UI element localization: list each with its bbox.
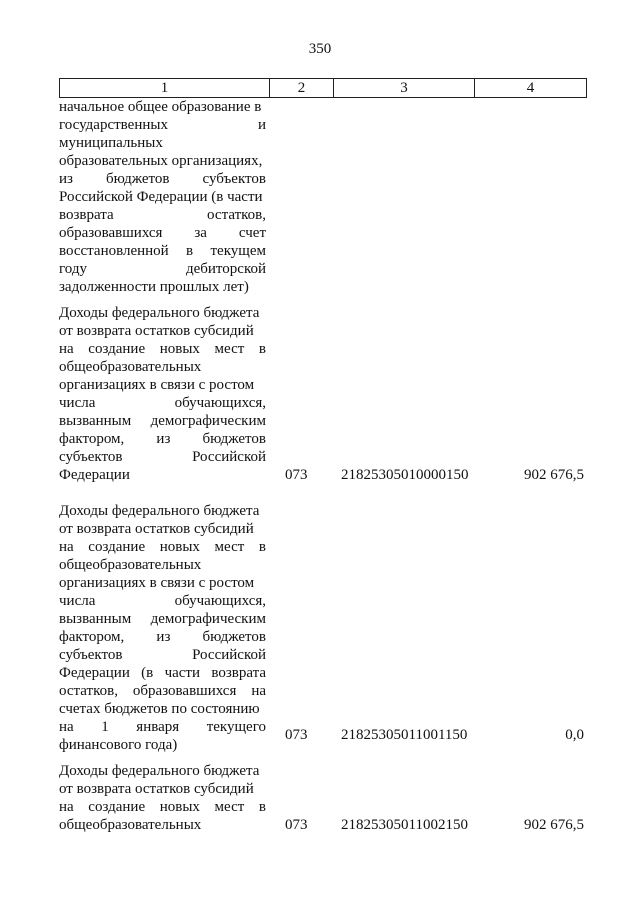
description-line: организациях в связи с ростом [59, 377, 255, 393]
row-description [59, 304, 266, 484]
admin-code: 073 [285, 727, 308, 743]
description-line: задолженности прошлых лет) [59, 279, 249, 295]
description-line: году дебиторской [59, 261, 266, 277]
description-line: финансового года) [59, 737, 178, 753]
description-line: вызванным демографическим [59, 611, 266, 627]
budget-classification-code: 21825305011002150 [341, 817, 468, 833]
description-line: от возврата остатков субсидий [59, 323, 254, 339]
column-header-3: 3 [334, 79, 475, 98]
description-line: от возврата остатков субсидий [59, 521, 254, 537]
description-line: Федерации (в части возврата [59, 665, 266, 681]
description-line: Федерации [59, 467, 130, 483]
description-line: начальное общее образование в [59, 99, 262, 115]
description-line: остатков, образовавшихся на [59, 683, 266, 699]
description-line: Доходы федерального бюджета [59, 763, 260, 779]
row-description [59, 762, 266, 834]
description-line: образовавшихся за счет [59, 225, 266, 241]
description-line: на 1 января текущего [59, 719, 266, 735]
description-line: вызванным демографическим [59, 413, 266, 429]
row-description [59, 98, 266, 296]
description-line: общеобразовательных [59, 359, 202, 375]
description-line: Доходы федерального бюджета [59, 305, 260, 321]
description-line: от возврата остатков субсидий [59, 781, 254, 797]
description-line: числа обучающихся, [59, 593, 266, 609]
description-line: Российской Федерации (в части [59, 189, 263, 205]
description-line: восстановленной в текущем [59, 243, 266, 259]
budget-classification-code: 21825305010000150 [341, 467, 469, 483]
page-number: 350 [308, 41, 332, 57]
budget-classification-code: 21825305011001150 [341, 727, 468, 743]
description-line: на создание новых мест в [59, 539, 266, 555]
description-line: фактором, из бюджетов [59, 431, 266, 447]
amount-value: 902 676,5 [524, 467, 584, 483]
amount-value: 0,0 [565, 727, 584, 743]
column-header-1: 1 [60, 79, 270, 98]
description-line: общеобразовательных [59, 817, 202, 833]
column-header-row [60, 79, 587, 98]
description-line: счетах бюджетов по состоянию [59, 701, 260, 717]
admin-code: 073 [285, 817, 308, 833]
column-header-2: 2 [270, 79, 334, 98]
description-line: государственных и [59, 117, 266, 133]
amount-value: 902 676,5 [524, 817, 584, 833]
description-line: из бюджетов субъектов [59, 171, 266, 187]
description-line: числа обучающихся, [59, 395, 266, 411]
description-line: общеобразовательных [59, 557, 202, 573]
description-line: Доходы федерального бюджета [59, 503, 260, 519]
description-line: на создание новых мест в [59, 341, 266, 357]
row-description [59, 502, 266, 754]
description-line: муниципальных [59, 135, 163, 151]
admin-code: 073 [285, 467, 308, 483]
description-line: субъектов Российской [59, 449, 266, 465]
column-header-table [59, 78, 587, 98]
column-header-4: 4 [475, 79, 587, 98]
description-line: на создание новых мест в [59, 799, 266, 815]
description-line: субъектов Российской [59, 647, 266, 663]
description-line: организациях в связи с ростом [59, 575, 255, 591]
description-line: возврата остатков, [59, 207, 266, 223]
description-line: образовательных организациях, [59, 153, 263, 169]
description-line: фактором, из бюджетов [59, 629, 266, 645]
